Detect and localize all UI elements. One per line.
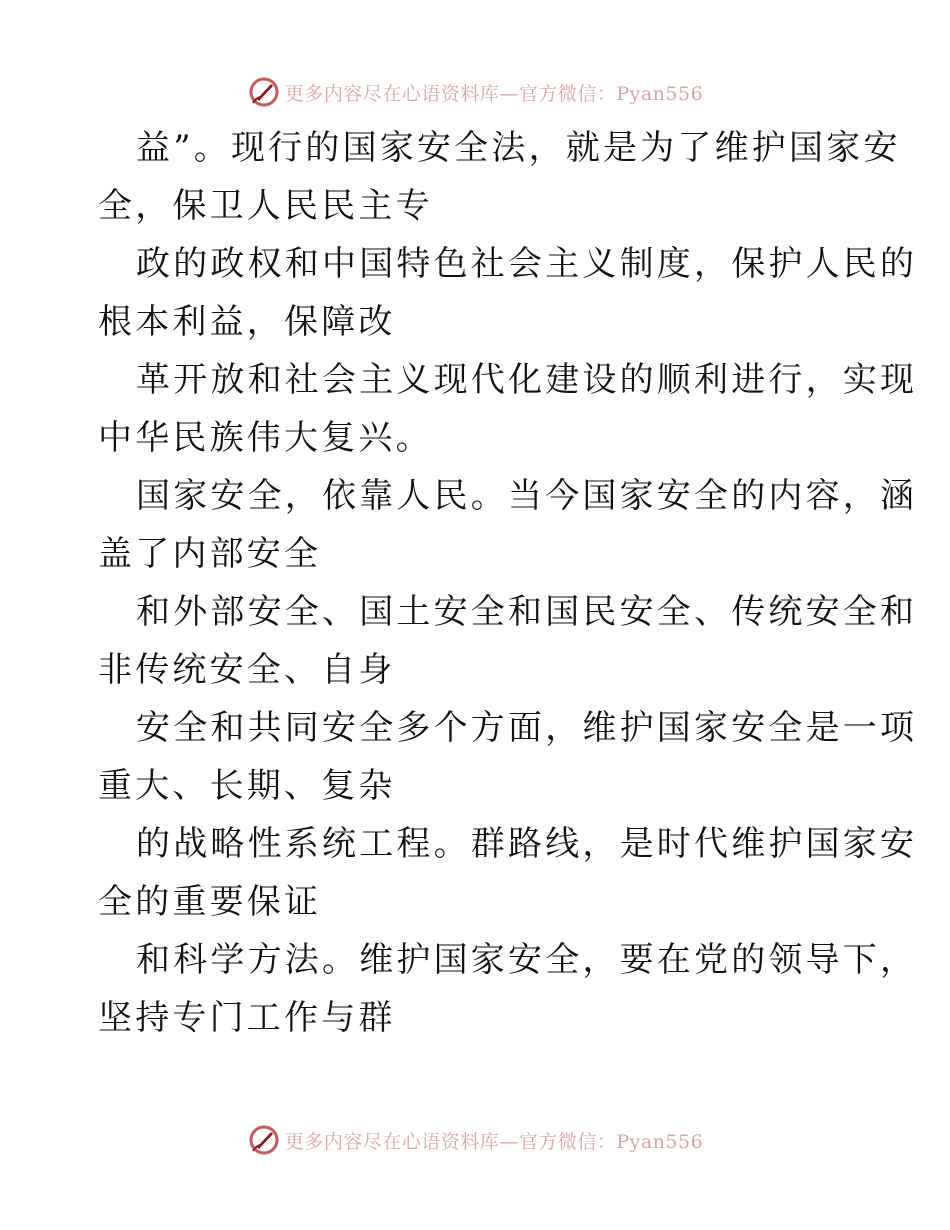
paragraph-line: 国家安全，依靠人民。当今国家安全的内容，涵 [136,476,918,516]
paragraph-line: 益”。现行的国家安全法，就是为了维护国家安 [136,128,901,168]
paragraph-line: 和科学方法。维护国家安全，要在党的领导下， [136,940,918,980]
paragraph-line: 安全和共同安全多个方面，维护国家安全是一项 [136,708,918,748]
footer-watermark [0,1120,950,1160]
paragraph-line: 根本利益，保障改 [98,302,396,342]
paragraph-line: 革开放和社会主义现代化建设的顺利进行，实现 [136,360,918,400]
header-watermark [0,72,950,112]
paragraph-line: 中华民族伟大复兴。 [98,418,433,458]
paragraph-line: 全，保卫人民民主专 [98,186,433,226]
paragraph-line: 盖了内部安全 [98,534,322,574]
paragraph-line: 非传统安全、自身 [98,650,396,690]
quill-logo-icon [247,75,281,109]
paragraph-line: 重大、长期、复杂 [98,766,396,806]
watermark-text: 更多内容尽在心语资料库—官方微信：Pyan556 [284,1130,704,1153]
quill-logo-icon [247,1123,281,1157]
paragraph-line: 坚持专门工作与群 [98,998,396,1038]
paragraph-line: 和外部安全、国土安全和国民安全、传统安全和 [136,592,918,632]
watermark-text: 更多内容尽在心语资料库—官方微信：Pyan556 [284,82,704,105]
paragraph-line: 全的重要保证 [98,882,322,922]
paragraph-line: 的战略性系统工程。群路线，是时代维护国家安 [136,824,918,864]
paragraph-line: 政的政权和中国特色社会主义制度，保护人民的 [136,244,918,284]
